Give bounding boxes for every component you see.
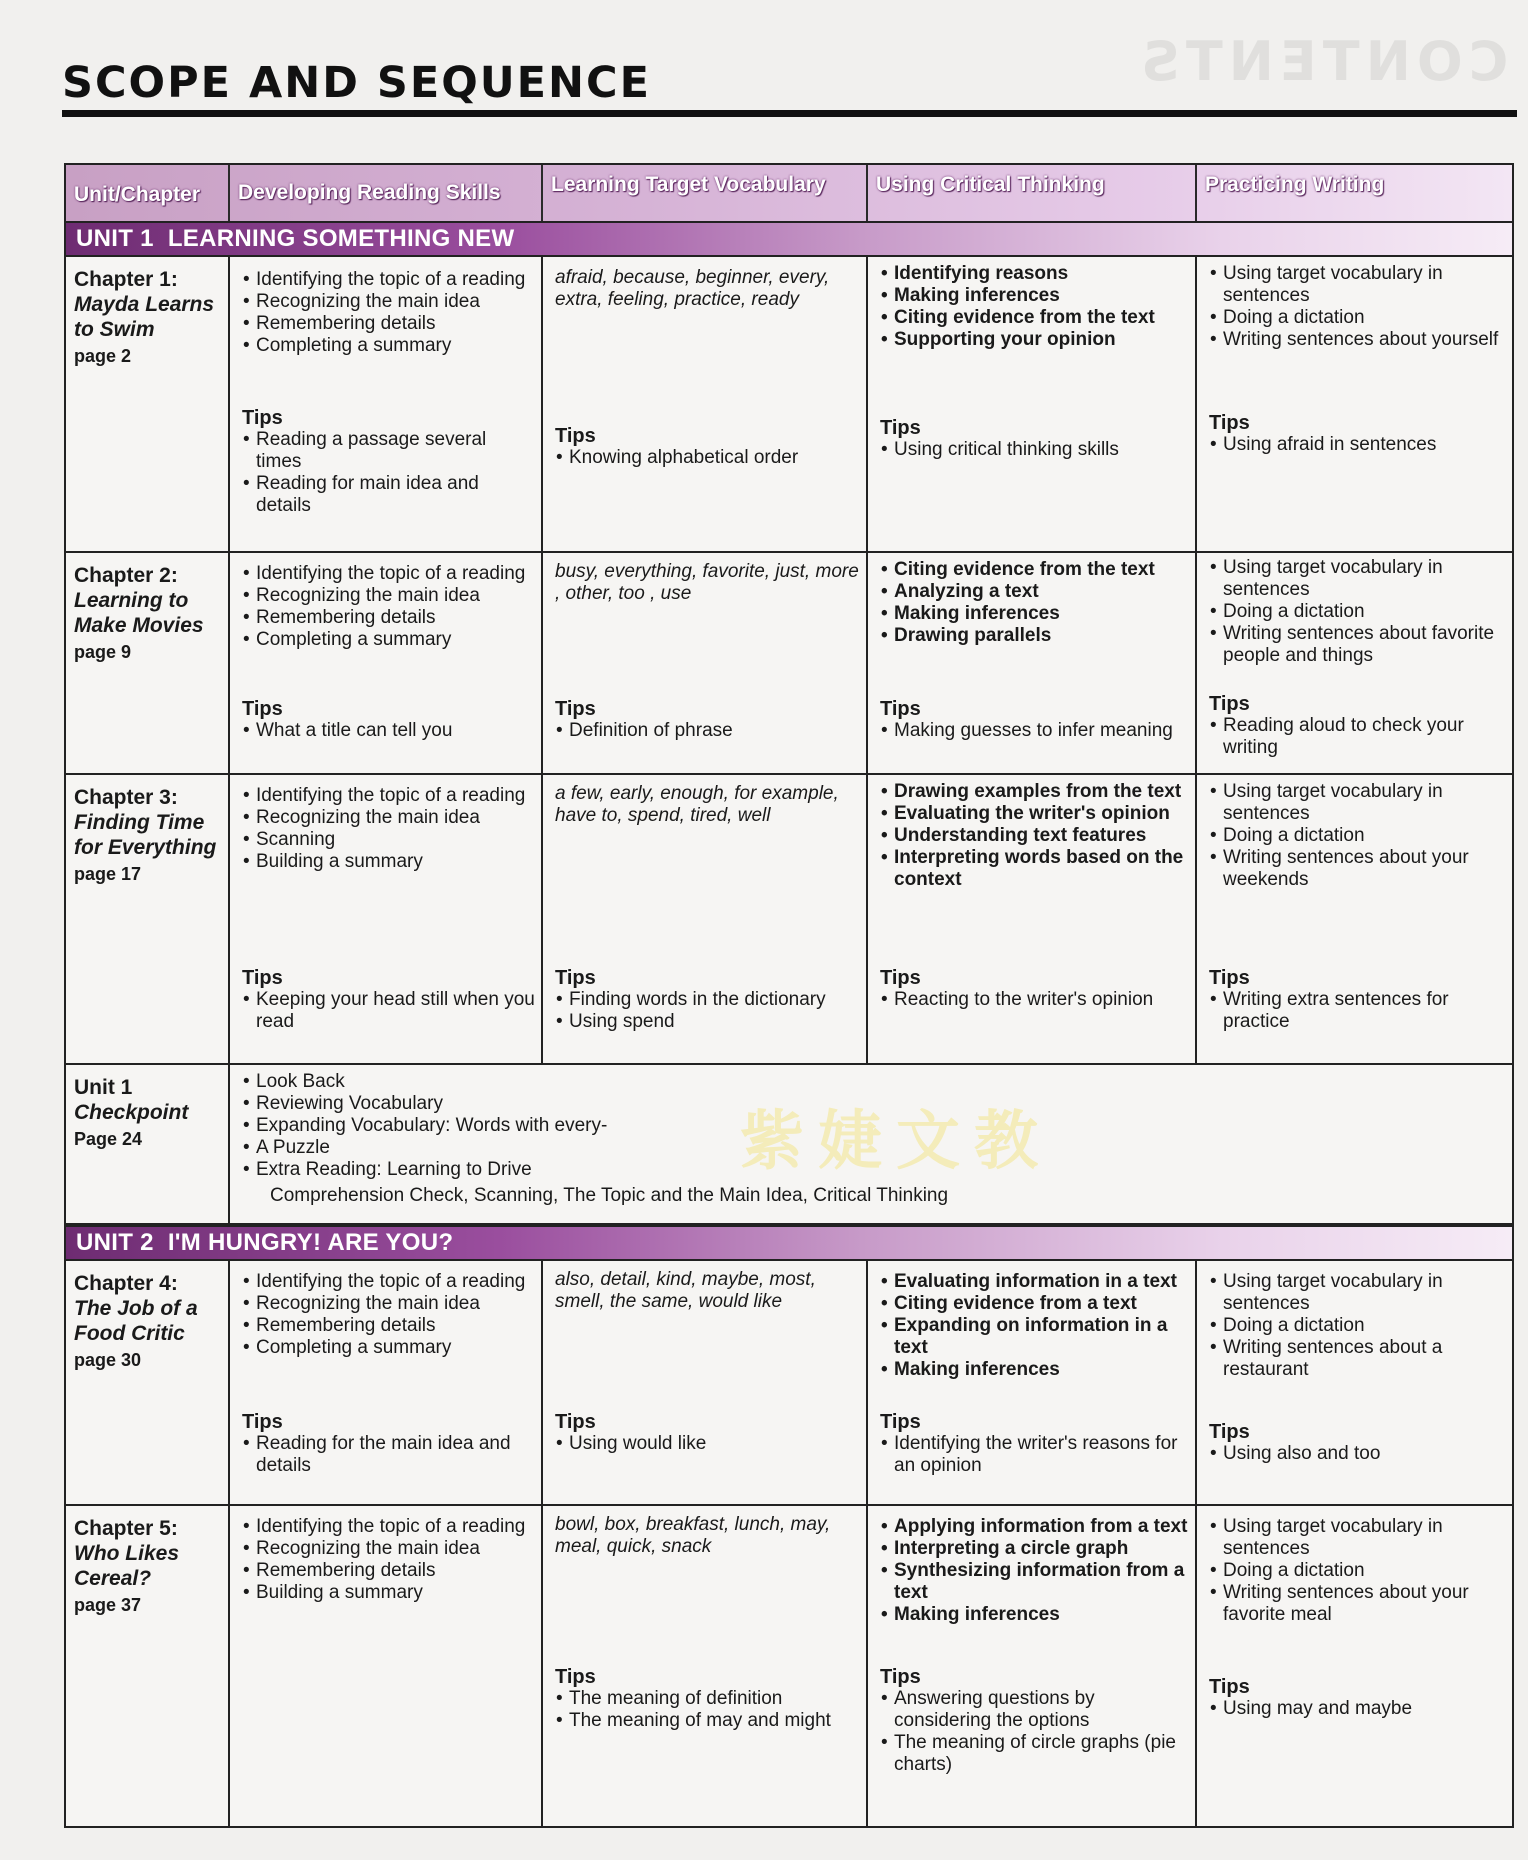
- list-item: • Making guesses to infer meaning: [880, 720, 1189, 742]
- vocab-list: also, detail, kind, maybe, most, smell, the same, would like: [555, 1269, 816, 1312]
- list-item: • The meaning of circle graphs (pie charts): [880, 1732, 1189, 1776]
- list-item: • Completing a summary: [242, 629, 535, 651]
- checkpoint-cell: [66, 1065, 230, 1223]
- list-item: • Recognizing the main idea: [242, 291, 535, 313]
- ghost-contents-heading: CONTENTS: [1134, 30, 1508, 93]
- chapter-4-row: [66, 1261, 1512, 1506]
- unit-2-bar: [66, 1225, 1512, 1261]
- list-item: • Writing sentences about a restaurant: [1209, 1337, 1510, 1381]
- list-item: • Analyzing a text: [880, 581, 1189, 603]
- list-item: • Keeping your head still when you read: [242, 989, 535, 1033]
- chapter-3-title: Finding Time for Everything: [74, 811, 217, 859]
- list-item: • Remembering details: [242, 1560, 535, 1582]
- chapter-3-thinking: [868, 775, 1197, 1063]
- list-item: • Expanding Vocabulary: Words with every-: [242, 1115, 1510, 1137]
- list-item: • Identifying reasons: [880, 263, 1189, 285]
- page-title: SCOPE AND SEQUENCE: [62, 58, 651, 108]
- chapter-1-vocab: [543, 257, 868, 551]
- chapter-4-cell: [66, 1261, 230, 1504]
- tips-label: Tips: [880, 1411, 921, 1433]
- list-item: • Identifying the topic of a reading: [242, 1271, 535, 1293]
- header-unit-chapter: Unit/Chapter: [66, 165, 230, 221]
- list-item: • Reading for main idea and details: [242, 473, 535, 517]
- chapter-2-reading: [230, 553, 543, 773]
- list-item: • Using target vocabulary in sentences: [1209, 1516, 1510, 1560]
- list-item: • Using spend: [555, 1011, 860, 1033]
- vocab-list: busy, everything, favorite, just, more , other, too , use: [555, 561, 859, 604]
- chapter-4-thinking: [868, 1261, 1197, 1504]
- chapter-3-vocab: [543, 775, 868, 1063]
- list-item: • Finding words in the dictionary: [555, 989, 860, 1011]
- list-item: • Building a summary: [242, 1582, 535, 1604]
- tips-label: Tips: [555, 1411, 596, 1433]
- list-item: • Doing a dictation: [1209, 307, 1510, 329]
- list-item: • The meaning of may and might: [555, 1710, 860, 1732]
- list-item: • Using target vocabulary in sentences: [1209, 557, 1510, 601]
- chapter-3-cell: [66, 775, 230, 1063]
- list-item: • Making inferences: [880, 285, 1189, 307]
- list-item: • Synthesizing information from a text: [880, 1560, 1189, 1604]
- chapter-1-page: page 2: [74, 346, 132, 366]
- list-item: • Reviewing Vocabulary: [242, 1093, 1510, 1115]
- list-item: • Identifying the writer's reasons for an opinion: [880, 1433, 1189, 1477]
- chapter-4-vocab: [543, 1261, 868, 1504]
- chapter-2-page: page 9: [74, 642, 132, 662]
- chapter-4-writing: [1197, 1261, 1516, 1504]
- chapter-2-title: Learning to Make Movies: [74, 589, 204, 637]
- list-item: • Using also and too: [1209, 1443, 1510, 1465]
- tips-label: Tips: [555, 967, 596, 989]
- checkpoint-extra-line: Comprehension Check, Scanning, The Topic and the Main Idea, Critical Thinking: [270, 1185, 949, 1206]
- list-item: • A Puzzle: [242, 1137, 1510, 1159]
- chapter-2-thinking: [868, 553, 1197, 773]
- list-item: • Interpreting a circle graph: [880, 1538, 1189, 1560]
- list-item: • Using target vocabulary in sentences: [1209, 781, 1510, 825]
- chapter-4-reading: [230, 1261, 543, 1504]
- chapter-5-cell: [66, 1506, 230, 1826]
- unit-1-number: UNIT 1: [76, 225, 154, 252]
- chapter-3-writing: [1197, 775, 1516, 1063]
- list-item: • Recognizing the main idea: [242, 1538, 535, 1560]
- list-item: • Building a summary: [242, 851, 535, 873]
- chapter-5-writing: [1197, 1506, 1516, 1826]
- unit-2-name: I'M HUNGRY! ARE YOU?: [167, 1229, 454, 1256]
- list-item: • Drawing parallels: [880, 625, 1189, 647]
- chapter-5-reading: [230, 1506, 543, 1826]
- chapter-1-cell: [66, 257, 230, 551]
- tips-label: Tips: [1209, 693, 1250, 715]
- tips-label: Tips: [555, 698, 596, 720]
- chapter-5-row: [66, 1506, 1512, 1826]
- watermark: 紫婕文教: [740, 1105, 1052, 1179]
- list-item: • Interpreting words based on the context: [880, 847, 1189, 891]
- tips-label: Tips: [880, 417, 921, 439]
- list-item: • Identifying the topic of a reading: [242, 785, 535, 807]
- list-item: • Look Back: [242, 1071, 1510, 1093]
- list-item: • Reading for the main idea and details: [242, 1433, 535, 1477]
- chapter-2-cell: [66, 553, 230, 773]
- tips-label: Tips: [880, 1666, 921, 1688]
- list-item: • Identifying the topic of a reading: [242, 563, 535, 585]
- chapter-1-label: Chapter 1:: [74, 268, 178, 291]
- chapter-1-row: [66, 257, 1512, 553]
- header-reading-skills: Developing Reading Skills: [230, 165, 543, 221]
- list-item: • Writing sentences about your weekends: [1209, 847, 1510, 891]
- tips-label: Tips: [242, 967, 283, 989]
- list-item: • Supporting your opinion: [880, 329, 1189, 351]
- chapter-3-label: Chapter 3:: [74, 786, 178, 809]
- list-item: • Applying information from a text: [880, 1516, 1189, 1538]
- list-item: • Doing a dictation: [1209, 1315, 1510, 1337]
- list-item: • Understanding text features: [880, 825, 1189, 847]
- chapter-2-row: [66, 553, 1512, 775]
- tips-label: Tips: [1209, 412, 1250, 434]
- title-rule: [62, 110, 1517, 117]
- unit-1-name: LEARNING SOMETHING NEW: [167, 225, 515, 252]
- list-item: • Doing a dictation: [1209, 825, 1510, 847]
- vocab-list: bowl, box, breakfast, lunch, may, meal, quick, snack: [555, 1514, 831, 1557]
- list-item: • Expanding on information in a text: [880, 1315, 1189, 1359]
- checkpoint-title: Checkpoint: [74, 1101, 189, 1124]
- chapter-4-title: The Job of a Food Critic: [74, 1297, 198, 1345]
- checkpoint-label: Unit 1: [74, 1076, 133, 1099]
- list-item: • What a title can tell you: [242, 720, 535, 742]
- tips-label: Tips: [555, 425, 596, 447]
- list-item: • Reading a passage several times: [242, 429, 535, 473]
- list-item: • Citing evidence from the text: [880, 559, 1189, 581]
- list-item: • Scanning: [242, 829, 535, 851]
- checkpoint-page: Page 24: [74, 1129, 143, 1149]
- list-item: • Making inferences: [880, 1604, 1189, 1626]
- list-item: • Doing a dictation: [1209, 1560, 1510, 1582]
- list-item: • Reading aloud to check your writing: [1209, 715, 1510, 759]
- chapter-1-title: Mayda Learns to Swim: [74, 293, 215, 341]
- table-header: [66, 165, 1512, 223]
- list-item: • Knowing alphabetical order: [555, 447, 860, 469]
- chapter-3-row: [66, 775, 1512, 1065]
- list-item: • Using afraid in sentences: [1209, 434, 1510, 456]
- tips-label: Tips: [1209, 967, 1250, 989]
- header-practicing-writing: Practicing Writing: [1205, 173, 1385, 196]
- list-item: • The meaning of definition: [555, 1688, 860, 1710]
- tips-label: Tips: [880, 967, 921, 989]
- list-item: • Using target vocabulary in sentences: [1209, 1271, 1510, 1315]
- tips-label: Tips: [242, 407, 283, 429]
- scope-table: [64, 163, 1514, 1828]
- list-item: • Evaluating information in a text: [880, 1271, 1189, 1293]
- tips-label: Tips: [242, 1411, 283, 1433]
- list-item: • Using may and maybe: [1209, 1698, 1510, 1720]
- tips-label: Tips: [1209, 1421, 1250, 1443]
- list-item: • Using target vocabulary in sentences: [1209, 263, 1510, 307]
- header-critical-thinking: Using Critical Thinking: [868, 165, 1197, 221]
- chapter-5-thinking: [868, 1506, 1197, 1826]
- list-item: • Remembering details: [242, 1315, 535, 1337]
- vocab-list: afraid, because, beginner, every, extra, feeling, practice, ready: [555, 267, 830, 310]
- unit-1-bar: [66, 221, 1512, 257]
- tips-label: Tips: [1209, 1676, 1250, 1698]
- list-item: • Recognizing the main idea: [242, 585, 535, 607]
- list-item: • Answering questions by considering the options: [880, 1688, 1189, 1732]
- list-item: • Writing sentences about your favorite meal: [1209, 1582, 1510, 1626]
- list-item: • Using critical thinking skills: [880, 439, 1189, 461]
- list-item: • Identifying the topic of a reading: [242, 1516, 535, 1538]
- list-item: • Writing sentences about yourself: [1209, 329, 1510, 351]
- chapter-1-thinking: [868, 257, 1197, 551]
- chapter-4-page: page 30: [74, 1350, 142, 1370]
- list-item: • Completing a summary: [242, 1337, 535, 1359]
- chapter-4-label: Chapter 4:: [74, 1272, 178, 1295]
- chapter-2-vocab: [543, 553, 868, 773]
- chapter-3-page: page 17: [74, 864, 142, 884]
- chapter-2-label: Chapter 2:: [74, 564, 178, 587]
- header-target-vocabulary: Learning Target Vocabulary: [543, 165, 868, 221]
- tips-label: Tips: [242, 698, 283, 720]
- vocab-list: a few, early, enough, for example, have to, spend, tired, well: [555, 783, 839, 826]
- list-item: • Extra Reading: Learning to Drive: [242, 1159, 1510, 1181]
- list-item: • Evaluating the writer's opinion: [880, 803, 1189, 825]
- list-item: • Reacting to the writer's opinion: [880, 989, 1189, 1011]
- list-item: • Writing extra sentences for practice: [1209, 989, 1510, 1033]
- list-item: • Citing evidence from the text: [880, 307, 1189, 329]
- chapter-1-reading: [230, 257, 543, 551]
- list-item: • Definition of phrase: [555, 720, 860, 742]
- chapter-3-reading: [230, 775, 543, 1063]
- chapter-1-writing: [1197, 257, 1516, 551]
- list-item: • Recognizing the main idea: [242, 1293, 535, 1315]
- chapter-5-label: Chapter 5:: [74, 1517, 178, 1540]
- list-item: • Identifying the topic of a reading: [242, 269, 535, 291]
- tips-label: Tips: [880, 698, 921, 720]
- list-item: • Citing evidence from a text: [880, 1293, 1189, 1315]
- list-item: • Remembering details: [242, 607, 535, 629]
- unit-2-number: UNIT 2: [76, 1229, 154, 1256]
- chapter-5-title: Who Likes Cereal?: [74, 1542, 180, 1590]
- list-item: • Completing a summary: [242, 335, 535, 357]
- chapter-5-page: page 37: [74, 1595, 142, 1615]
- list-item: • Recognizing the main idea: [242, 807, 535, 829]
- list-item: • Making inferences: [880, 603, 1189, 625]
- list-item: • Writing sentences about favorite people and things: [1209, 623, 1510, 667]
- chapter-5-vocab: [543, 1506, 868, 1826]
- tips-label: Tips: [555, 1666, 596, 1688]
- list-item: • Doing a dictation: [1209, 601, 1510, 623]
- list-item: • Making inferences: [880, 1359, 1189, 1381]
- chapter-2-writing: [1197, 553, 1516, 773]
- list-item: • Using would like: [555, 1433, 860, 1455]
- list-item: • Drawing examples from the text: [880, 781, 1189, 803]
- list-item: • Remembering details: [242, 313, 535, 335]
